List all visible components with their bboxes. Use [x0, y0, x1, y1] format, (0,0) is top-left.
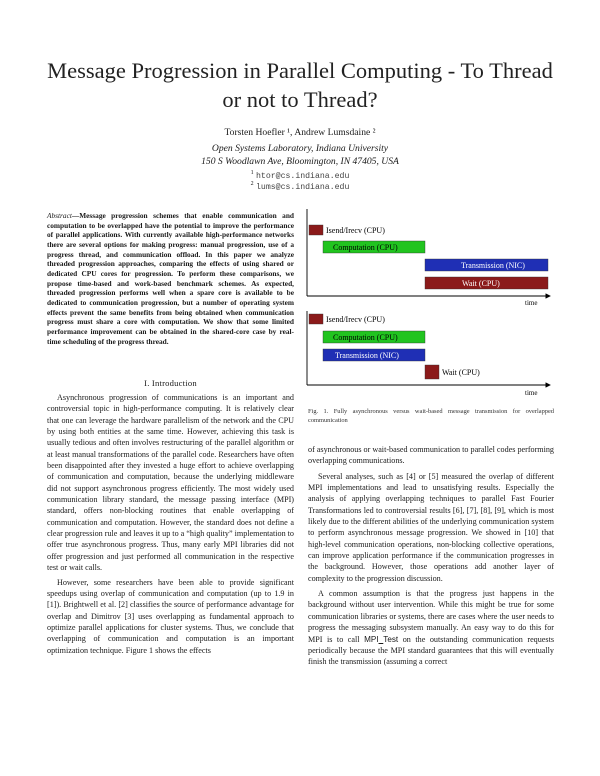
right-paragraph-0: of asynchronous or wait-based communication to parallel codes performing overlapping communications. [308, 445, 554, 466]
paper-title: Message Progression in Parallel Computing - To Thread or not to Thread? [47, 58, 553, 112]
top-isend-bar [309, 225, 323, 235]
email-2[interactable]: lums@cs.indiana.edu [256, 183, 350, 193]
right-paragraph-2-start: A common assumption is that the progress just happens in the background without user intervention. While this might be true for some communication libraries or systems, there are cases where the user needs to progress the messaging subsystem manually. An easy way to do this for MPI is to call [308, 589, 554, 644]
column-right [308, 444, 554, 668]
email-1-marker: 1 [250, 170, 254, 176]
author-list: Torsten Hoefler ¹, Andrew Lumsdaine ² [224, 127, 376, 138]
bottom-computation-label: Computation (CPU) [333, 333, 398, 342]
right-paragraph-2 [308, 588, 554, 667]
top-computation-label: Computation (CPU) [333, 243, 398, 252]
mpi-test-code-suffix: Test [383, 634, 399, 644]
bottom-isend-label: Isend/Irecv (CPU) [326, 315, 385, 324]
top-time-label: time [525, 299, 538, 307]
abstract [47, 211, 294, 346]
address: 150 S Woodlawn Ave, Bloomington, IN 47405, USA [201, 156, 399, 167]
section-heading-introduction: I. Introduction [144, 378, 197, 388]
affiliation: Open Systems Laboratory, Indiana University [211, 143, 389, 154]
abstract-text: —Message progression schemes that enable communication and computation to be overlapped have the potential to improve the performance of parallel applications. With currently available high-performance networks there are several options for making progress: manual progression, use of a progress thread, and communication offload. In this paper we analyze threaded progression approaches, comparing the effects of using shared or dedicated CPU cores for progression. To perform these comparisons, we propose time-based and work-based benchmark schemes. As expected, threaded progression performs well when a spare core is available to be dedicated to communication progression, but a number of operating system effects prevent the same benefits from being obtained when communication progress must share a core with computation. We show that some limited performance improvement can be obtained in the shared-core case by real-time scheduling of the progress thread. [47, 211, 294, 346]
bottom-wait-bar [425, 365, 439, 379]
right-paragraph-1: Several analyses, such as [4] or [5] measured the overlap of different MPI implementations and lead to unsatisfying results. Especially the analysis of applying overlapping techniques to parallel Fast Fourier Transformations led to controversial results [6], [7], [8], [9], which is most likely due to the different abilities of the underlying communication system to perform asynchronous message progression. We showed in [10] that high-level communication operations, non-blocking collective operations, can improve application performance if the communication progresses in the background. However, those operations add another layer of complexity to the progression discussion. [308, 471, 554, 583]
email-2-marker: 2 [250, 181, 254, 187]
right-paragraph-2-end: on the outstanding communication requests periodically because the MPI standard guarantees that this will eventually finish the transmission (assuming a correct [308, 634, 554, 667]
email-line-2 [40, 178, 560, 194]
bottom-wait-label: Wait (CPU) [442, 368, 480, 377]
mpi-test-code [364, 635, 398, 644]
figure-1-caption: Fig. 1. Fully asynchronous versus wait-based message transmission for overlapped communication [308, 408, 554, 424]
figure-1-diagram [305, 207, 557, 403]
top-transmission-label: Transmission (NIC) [461, 261, 525, 270]
email-1[interactable]: htor@cs.indiana.edu [256, 172, 350, 182]
abstract-label: Abstract [47, 211, 72, 220]
bottom-isend-bar [309, 314, 323, 324]
top-isend-label: Isend/Irecv (CPU) [326, 226, 385, 235]
column-left [47, 392, 294, 656]
mpi-test-code-prefix: MPI [364, 634, 379, 644]
intro-paragraph-1: Asynchronous progression of communications is an important and controversial topic in high-performance computing. It is relatively clear that one can leverage the hardware parallelism of the network and the CPU by using both entities at the same time. However, achieving this task is usually tedious and often involves restructuring of the parallel algorithm or at least manual transformations of the parallel code. Researchers have often been disappointed after they invested a huge effort to achieve overlapping of communication and computation, because the underlying middleware did not support asynchronous progress efficiently. The most widely used communication library standard, the message passing interface (MPI) standard, offers non-blocking routines that enable overlapping of communication and computation. However, the standard does not define a clear progression rule and leaves it up to a “high quality” implementation to offer true asynchronous progress. Thus, many early MPI libraries did not offer progression and just performed all communication in the respective test or wait calls. [47, 393, 294, 573]
bottom-transmission-label: Transmission (NIC) [335, 351, 399, 360]
intro-paragraph-2: However, some researchers have been able to provide significant speedups using overlap of communication and computation (up to 1.9 in [1]). Brightwell et al. [2] classifies the source of performance advantage for overlap and Dimitrov [3] uses overlapping as fundamental approach to optimize parallel applications for cluster systems. Thus, we conclude that overlapping of communication and computation is an important optimization technique. Figure 1 shows the effects [47, 577, 294, 655]
bottom-time-label: time [525, 389, 538, 397]
top-wait-label: Wait (CPU) [462, 279, 500, 288]
